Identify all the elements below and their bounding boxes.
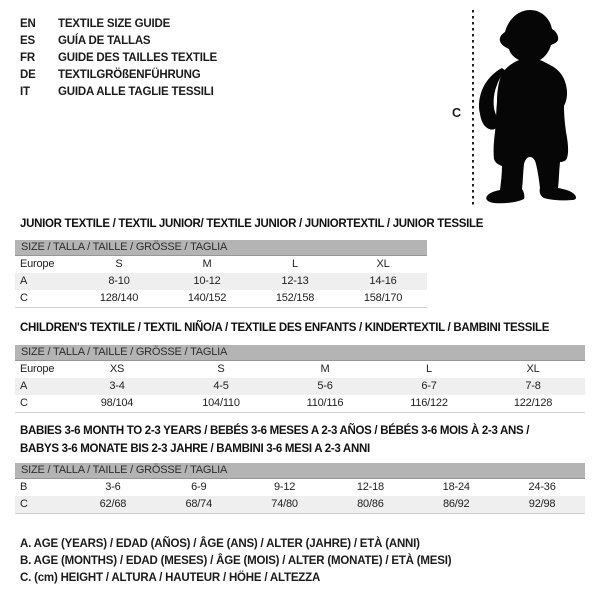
table-row-age-months [15, 479, 585, 496]
height-cell: 86/92 [442, 498, 470, 510]
size-cell: L [292, 258, 298, 270]
size-header-row: SIZE / TALLA / TAILLE / GRÖSSE / TAGLIA [15, 463, 585, 479]
table-row-height [15, 290, 427, 307]
row-label: C [20, 397, 28, 409]
height-cell: 80/86 [357, 498, 384, 510]
row-label: B [20, 481, 28, 493]
height-measure-dotted-line [472, 10, 474, 207]
age-cell: 3-4 [109, 380, 125, 392]
size-header-row: SIZE / TALLA / TAILLE / GRÖSSE / TAGLIA [15, 345, 585, 361]
language-code: EN [20, 18, 36, 30]
language-code: ES [20, 35, 35, 47]
table-row-height [15, 395, 585, 412]
legend [20, 536, 451, 587]
age-cell: 6-9 [191, 481, 207, 493]
babies-title-line2: BABYS 3-6 MONATE BIS 2-3 JAHRE / BAMBINI 3-6 MESI A 2-3 ANNI [20, 443, 370, 455]
size-cell: S [115, 258, 123, 270]
legend-line-height: C. (cm) HEIGHT / ALTURA / HAUTEUR / HÖHE / ALTEZZA [20, 572, 321, 584]
row-label: A [20, 275, 28, 287]
babies-table-title [20, 422, 529, 458]
guide-title-en: TEXTILE SIZE GUIDE [58, 18, 171, 30]
height-cell: 128/140 [99, 292, 139, 304]
language-title-list [20, 16, 217, 101]
children-size-table [15, 345, 585, 413]
toddler-silhouette-image [478, 8, 578, 211]
babies-size-table [15, 463, 585, 514]
table-row-age [15, 378, 585, 395]
row-label: A [20, 380, 28, 392]
row-label: C [20, 498, 28, 510]
table-row-height [15, 496, 585, 513]
age-cell: 10-12 [193, 275, 221, 287]
height-cell: 116/122 [410, 397, 448, 409]
toddler-silhouette-svg [478, 8, 578, 211]
age-cell: 7-8 [525, 380, 541, 392]
table-row-age [15, 273, 427, 290]
size-cell: S [217, 363, 225, 375]
children-table-title: CHILDREN'S TEXTILE / TEXTIL NIÑO/A / TEXTILE DES ENFANTS / KINDERTEXTIL / BAMBINI TESSILE [20, 322, 550, 334]
age-cell: 12-13 [281, 275, 309, 287]
height-cell: 110/116 [306, 397, 344, 409]
age-cell: 8-10 [108, 275, 130, 287]
size-cell: L [426, 363, 432, 375]
height-dimension-label: C [452, 106, 462, 120]
size-cell: XS [109, 363, 125, 375]
junior-table-title: JUNIOR TEXTILE / TEXTIL JUNIOR/ TEXTILE JUNIOR / JUNIORTEXTIL / JUNIOR TESSILE [20, 218, 484, 230]
age-cell: 12-18 [356, 481, 384, 493]
height-cell: 92/98 [528, 498, 556, 510]
height-cell: 74/80 [271, 498, 298, 510]
age-cell: 18-24 [442, 481, 470, 493]
height-cell: 62/68 [99, 498, 127, 510]
language-code: IT [20, 86, 30, 98]
language-row-it [20, 84, 217, 101]
language-row-fr [20, 50, 217, 67]
legend-line-age-months: B. AGE (MONTHS) / EDAD (MESES) / ÂGE (MOIS) / ALTER (MONATE) / ETÀ (MESI) [20, 555, 452, 567]
guide-title-es: GUÍA DE TALLAS [58, 35, 151, 47]
age-cell: 4-5 [213, 380, 229, 392]
language-row-de [20, 67, 217, 84]
height-cell: 122/128 [513, 397, 553, 409]
age-cell: 9-12 [273, 481, 296, 493]
height-cell: 152/158 [275, 292, 315, 304]
row-label: Europe [20, 363, 55, 375]
height-cell: 140/152 [187, 292, 227, 304]
height-cell: 68/74 [185, 498, 212, 510]
size-cell: M [320, 363, 330, 375]
age-cell: 14-16 [369, 275, 397, 287]
language-code: DE [20, 69, 36, 81]
age-cell: 5-6 [317, 380, 333, 392]
row-label: C [20, 292, 28, 304]
guide-title-fr: GUIDE DES TAILLES TEXTILE [58, 52, 217, 64]
guide-title-de: TEXTILGRÖßENFÜHRUNG [58, 69, 201, 81]
age-cell: 3-6 [105, 481, 121, 493]
size-cell: XL [526, 363, 540, 375]
row-label: Europe [20, 258, 55, 270]
height-cell: 158/170 [363, 292, 403, 304]
size-header-row: SIZE / TALLA / TAILLE / GRÖSSE / TAGLIA [15, 240, 427, 256]
age-cell: 24-36 [528, 481, 556, 493]
size-cell: XL [376, 258, 390, 270]
legend-line-age-years: A. AGE (YEARS) / EDAD (AÑOS) / ÂGE (ANS) / ALTER (JAHRE) / ETÀ (ANNI) [20, 538, 420, 550]
table-row-europe [15, 361, 585, 378]
table-row-europe [15, 256, 427, 273]
language-code: FR [20, 52, 35, 64]
guide-title-it: GUIDA ALLE TAGLIE TESSILI [58, 86, 214, 98]
size-cell: M [202, 258, 212, 270]
language-row-en [20, 16, 217, 33]
height-cell: 98/104 [100, 397, 134, 409]
junior-size-table [15, 240, 427, 308]
language-row-es [20, 33, 217, 50]
height-cell: 104/110 [202, 397, 240, 409]
babies-title-line1: BABIES 3-6 MONTH TO 2-3 YEARS / BEBÉS 3-6 MESES A 2-3 AÑOS / BÉBÉS 3-6 MOIS À 2-3 ANS / [20, 425, 530, 437]
age-cell: 6-7 [421, 380, 437, 392]
